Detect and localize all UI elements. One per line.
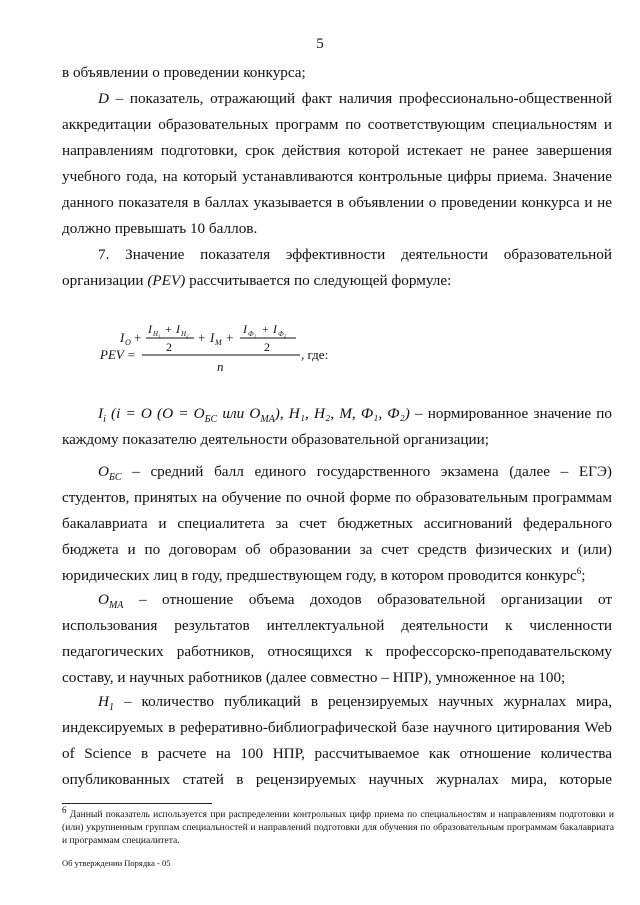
footnote-divider (62, 803, 212, 804)
paragraph-d-text: – показатель, отражающий факт наличия профессионально-общественной аккредитации образовательных программ по соответствующим специальностям и направлениям подготовки, срок действия которой истекает не ранее завершения учебного года, на который устанавливаются контрольные цифры приема. Значение данного показателя в баллах указывается в объявлении о проведении конкурса и не должно превышать 10 баллов. (62, 90, 612, 237)
formula-two-2: 2 (264, 340, 270, 354)
formula-ih2-sub: H₂ (181, 330, 189, 338)
symbol-h1-sub: 1 (108, 702, 114, 714)
symbol-obs-sub: БС (108, 472, 122, 484)
formula-if1: I (243, 322, 247, 336)
paragraph-continuation: в объявлении о проведении конкурса; (62, 64, 306, 81)
formula-tail: , где: (301, 347, 329, 362)
paragraph-ii (62, 401, 612, 453)
formula-plus-1: + (134, 330, 142, 345)
formula-if2: I (273, 322, 277, 336)
formula-ih1-sub: H₁ (153, 330, 161, 338)
paragraph-oma (62, 587, 612, 691)
symbol-obs: O (98, 463, 109, 480)
formula-denominator: n (217, 359, 224, 374)
symbol-oma: O (98, 591, 109, 608)
footnote-ref-6[interactable]: 6 (576, 565, 582, 576)
paragraph-d-indicator (62, 86, 612, 242)
pev-intro-text-end: рассчитывается по следующей формуле: (185, 272, 452, 289)
formula-io: I (120, 330, 125, 345)
footnote-text: Данный показатель используется при распределении контрольных цифр приема по специальностям и направлениям подготовки и (или) укрупненным группам специальностей и направлений подготовки для обучения по образовательным программам бакалавриата и программам специалитета. (62, 809, 614, 846)
obs-text: – средний балл единого государственного экзамена (далее – ЕГЭ) студентов, принятых на обучение по очной форме по образовательным программам бакалавриата и специалитета за счет бюджетных ассигнований федерального бюджета и по договорам об образовании за счет средств физических и (или) юридических лиц в году, предшествующем году, в котором проводится конкурс (62, 463, 612, 584)
page-number: 5 (316, 36, 324, 52)
formula-if1-sub: Ф₁ (248, 330, 257, 338)
document-footer: Об утверждении Порядка - 05 (62, 858, 171, 868)
symbol-pev: (PEV) (147, 272, 186, 289)
ii-sub-bs: БС (204, 414, 218, 426)
paragraph-obs (62, 459, 612, 589)
formula-plus-3: + (198, 330, 206, 345)
symbol-h1: H (98, 693, 109, 710)
footnote-mark: 6 (62, 804, 67, 815)
symbol-ii: I (98, 405, 104, 422)
formula-im-sub: M (215, 338, 222, 347)
paragraph-h1 (62, 689, 612, 793)
formula-im: I (210, 330, 215, 345)
ii-sub-ma: МА (260, 414, 275, 426)
pev-formula (100, 318, 460, 378)
formula-plus-4: + (226, 330, 234, 345)
symbol-ii-sub: i (103, 414, 106, 426)
formula-io-sub: O (125, 338, 131, 347)
formula-if2-sub: Ф₂ (278, 330, 287, 338)
paragraph-pev-intro (62, 242, 612, 294)
formula-lhs: PEV = (100, 347, 136, 362)
ii-definition-italic: (i = O (O = O (105, 405, 205, 422)
ii-vars: ), H₁, H₂, M, Ф₁, Ф₂) (274, 405, 410, 422)
ii-text: – нормированное значение по каждому показателю деятельности образовательной организации; (62, 405, 612, 448)
symbol-oma-sub: МА (108, 600, 124, 612)
obs-text-end: ; (581, 567, 586, 584)
formula-two-1: 2 (166, 340, 172, 354)
oma-text: – отношение объема доходов образовательной организации от использования результатов интеллектуальной деятельности к численности педагогических работников, относящихся к профессорско-преподавательскому составу, и научных работников (далее совместно – НПР), умноженное на 100; (62, 591, 612, 686)
pev-intro-text: 7. Значение показателя эффективности деятельности образовательной организации (62, 246, 612, 289)
formula-ih2: I (176, 322, 180, 336)
h1-text: – количество публикаций в рецензируемых научных журналах мира, индексируемых в реферативно-библиографической базе научного цитирования Web of Science в расчете на 100 НПР, рассчитываемое как отношение количества опубликованных статей в рецензируемых научных журналах мира, которые (62, 693, 612, 788)
formula-plus-2: + (165, 322, 172, 336)
formula-ih1: I (148, 322, 152, 336)
ii-or: или O (217, 405, 261, 422)
footnote-6 (62, 804, 614, 847)
symbol-d: D (98, 90, 109, 107)
formula-plus-5: + (262, 322, 269, 336)
